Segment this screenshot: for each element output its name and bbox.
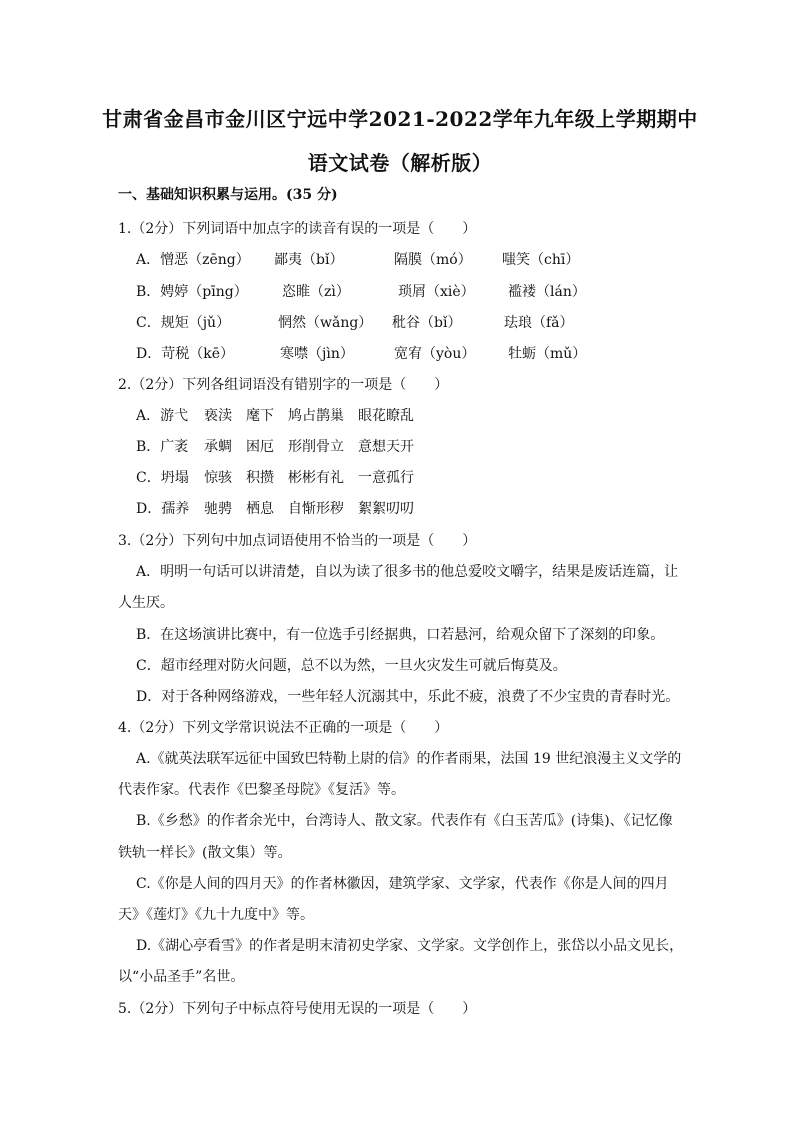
question-4-option-b-cont: 铁轨一样长》(散文集）等。 [118, 845, 292, 861]
option-word: D．苛税（kē） [136, 346, 234, 362]
question-4-option-c-cont: 天》《莲灯》《九十九度中》等。 [118, 907, 314, 923]
option-word: 惊骇 [204, 470, 232, 486]
option-word: 驰骋 [204, 501, 232, 517]
option-word: A．憎恶（zēng） [136, 252, 250, 268]
option-word: C．规矩（jǔ） [136, 315, 231, 331]
question-4-option-b: B.《乡愁》的作者余光中，台湾诗人、散文家。代表作有《白玉苦瓜》(诗集)、《记忆像 [136, 813, 673, 829]
option-word: 形削骨立 [288, 439, 344, 455]
option-word: 麾下 [246, 408, 274, 424]
section-heading: 一、基础知识积累与运用。(35 分) [118, 187, 338, 203]
option-word: 宽宥（yòu） [394, 346, 476, 362]
option-word: 彬彬有礼 [288, 470, 344, 486]
question-2-stem: 2.（2分）下列各组词语没有错别字的一项是（ ） [118, 377, 449, 393]
option-word: 亵渎 [204, 408, 232, 424]
option-word: 牡蛎（mǔ） [508, 346, 587, 362]
option-word: 困厄 [246, 439, 274, 455]
question-4-option-a: A.《就英法联军远征中国致巴特勒上尉的信》的作者雨果，法国 19 世纪浪漫主义文学的 [136, 751, 682, 767]
option-word: 自惭形秽 [288, 501, 344, 517]
option-word: 鸠占鹊巢 [288, 408, 344, 424]
option-word: 意想天开 [358, 439, 414, 455]
option-word: 鄙夷（bǐ） [274, 252, 344, 268]
option-word: 眼花瞭乱 [358, 408, 414, 424]
question-3-option-b: B．在这场演讲比赛中，有一位选手引经据典，口若悬河，给观众留下了深刻的印象。 [136, 627, 665, 643]
option-word: 惘然（wǎng） [278, 315, 373, 331]
question-4-option-d: D.《湖心亭看雪》的作者是明末清初史学家、文学家。文学创作上，张岱以小品文见长， [136, 938, 684, 954]
option-word: 一意孤行 [358, 470, 414, 486]
option-word: 积攒 [246, 470, 274, 486]
option-word: 寒噤（jìn） [280, 346, 354, 362]
option-word: 絮絮叨叨 [358, 501, 414, 517]
question-4-option-c: C.《你是人间的四月天》的作者林徽因，建筑学家、文学家，代表作《你是人间的四月 [136, 876, 669, 892]
exam-title-line2: 语文试卷（解析版） [307, 151, 493, 175]
question-3-option-c: C．超市经理对防火问题，总不以为然，一旦火灾发生可就后悔莫及。 [136, 658, 567, 674]
option-word: 褴褛（lán） [508, 284, 586, 300]
option-word: 恣睢（zì） [282, 284, 350, 300]
option-word: 珐琅（fǎ） [504, 315, 574, 331]
question-4-stem: 4.（2分）下列文学常识说法不正确的一项是（ ） [118, 720, 449, 736]
option-word: C．坍塌 [136, 470, 189, 486]
option-word: 秕谷（bǐ） [392, 315, 462, 331]
option-word: 嗤笑（chī） [502, 252, 580, 268]
question-4-option-a-cont: 代表作家。代表作《巴黎圣母院》《复活》等。 [118, 782, 405, 798]
question-4-option-d-cont: 以“小品圣手”名世。 [118, 969, 245, 985]
option-word: 琐屑（xiè） [398, 284, 475, 300]
question-5-stem: 5.（2分）下列句子中标点符号使用无误的一项是（ ） [118, 1001, 477, 1017]
question-3-option-a-cont: 人生厌。 [118, 595, 174, 611]
question-3-option-a: A．明明一句话可以讲清楚，自以为读了很多书的他总爱咬文嚼字，结果是废话连篇，让 [136, 564, 679, 580]
option-word: D．孺养 [136, 501, 190, 517]
option-word: 承蜩 [204, 439, 232, 455]
option-word: B．广袤 [136, 439, 189, 455]
option-word: 隔膜（mó） [394, 252, 472, 268]
question-1-stem: 1.（2分）下列词语中加点字的读音有误的一项是（ ） [118, 221, 477, 237]
exam-title-line1: 甘肃省金昌市金川区宁远中学2021-2022学年九年级上学期期中 [102, 107, 698, 131]
option-word: 栖息 [246, 501, 274, 517]
question-3-stem: 3.（2分）下列句中加点词语使用不恰当的一项是（ ） [118, 533, 477, 549]
question-3-option-d: D．对于各种网络游戏，一些年轻人沉溺其中，乐此不疲，浪费了不少宝贵的青春时光。 [136, 689, 680, 705]
option-word: B．娉婷（pīng） [136, 284, 248, 300]
option-word: A．游弋 [136, 408, 189, 424]
